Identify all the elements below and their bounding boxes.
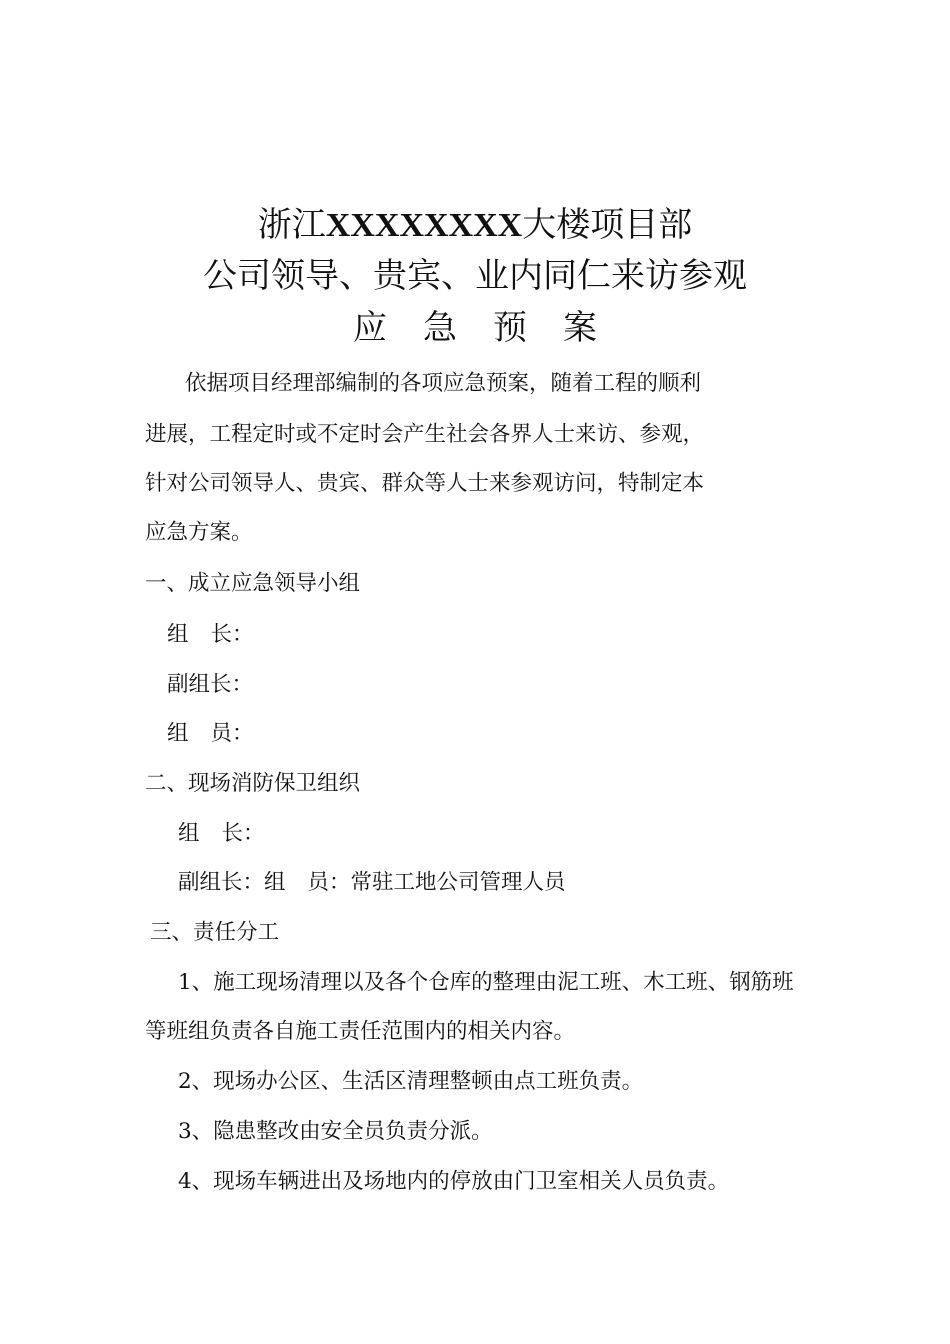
section-2-heading: 二、现场消防保卫组织 [145, 771, 361, 796]
section-3-item-1-line-1: 1、施工现场清理以及各个仓库的整理由泥工班、木工班、钢筋班 [178, 970, 794, 995]
section-1-heading: 一、成立应急领导小组 [145, 571, 361, 596]
document-title-line-1 [0, 205, 950, 246]
title-char: 预 [493, 308, 527, 348]
document-title-line-2: 公司领导、贵宾、业内同仁来访参观 [203, 256, 747, 296]
title-suffix: 大楼项目部 [522, 205, 693, 245]
intro-line-1: 依据项目经理部编制的各项应急预案，随着工程的顺利 [185, 371, 702, 396]
title-prefix: 浙江 [257, 205, 326, 245]
section-1-deputy: 副组长： [167, 672, 254, 697]
section-1-member: 组 员： [167, 721, 254, 746]
section-3-item-1-line-2: 等班组负责各自施工责任范围内的相关内容。 [145, 1019, 576, 1044]
section-2-deputy-members: 副组长：组 员：常驻工地公司管理人员 [178, 870, 566, 895]
intro-line-2: 进展，工程定时或不定时会产生社会各界人士来访、参观， [145, 422, 705, 447]
document-title-line-3 [0, 308, 950, 348]
section-3-heading: 三、责任分工 [150, 920, 280, 945]
title-char: 应 [353, 308, 387, 348]
section-3-item-3: 3、隐患整改由安全员负责分派。 [178, 1119, 493, 1144]
intro-line-4: 应急方案。 [145, 520, 253, 545]
section-3-item-4: 4、现场车辆进出及场地内的停放由门卫室相关人员负责。 [178, 1169, 730, 1194]
section-1-leader: 组 长： [167, 622, 254, 647]
title-char: 案 [563, 308, 597, 348]
section-3-item-2: 2、现场办公区、生活区清理整顿由点工班负责。 [178, 1069, 644, 1094]
title-project-code: XXXXXXXX [325, 207, 523, 244]
section-2-leader: 组 长： [178, 821, 265, 846]
intro-line-3: 针对公司领导人、贵宾、群众等人士来参观访问，特制定本 [145, 471, 705, 496]
title-char: 急 [423, 308, 457, 348]
